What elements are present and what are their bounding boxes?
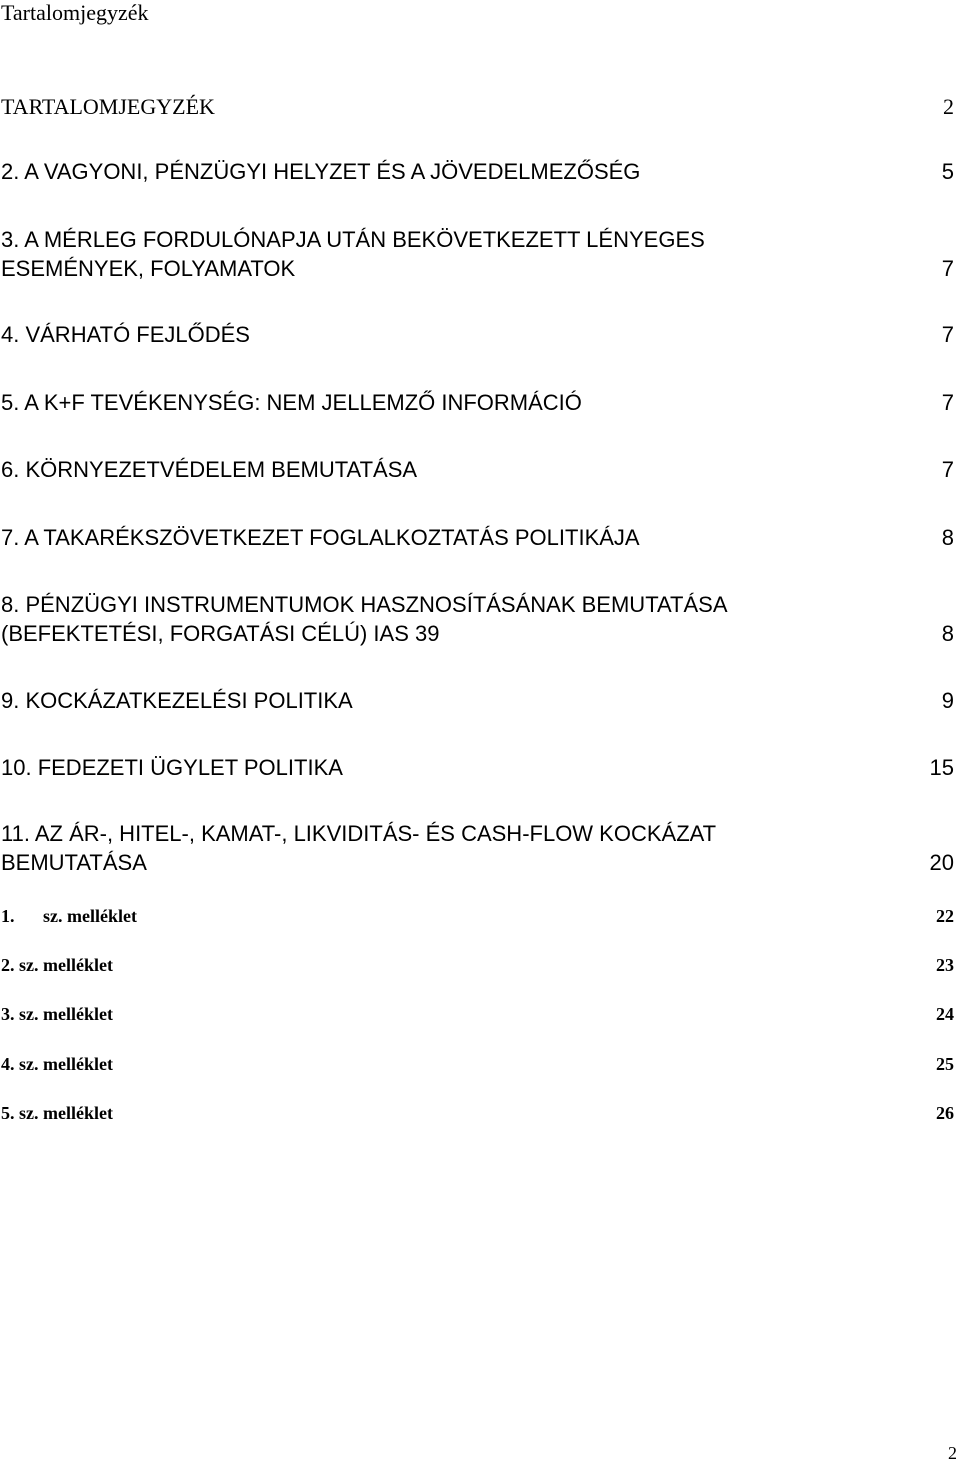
toc-annex-entry[interactable]	[1, 1101, 954, 1125]
toc-entry[interactable]	[1, 590, 954, 648]
toc-entry-page: 26	[936, 1103, 954, 1123]
toc-annex-entry[interactable]	[1, 1002, 954, 1026]
toc-entry[interactable]	[1, 320, 954, 349]
toc-entry-page: 15	[929, 755, 954, 780]
toc-entry-title: 5. A K+F TEVÉKENYSÉG: NEM JELLEMZŐ INFORMÁCIÓ	[1, 390, 582, 415]
toc-entry-title: 2. A VAGYONI, PÉNZÜGYI HELYZET ÉS A JÖVEDELMEZŐSÉG	[1, 159, 641, 184]
toc-entry-page: 8	[941, 525, 954, 550]
toc-annex-entry[interactable]	[1, 953, 954, 977]
toc-entry-page: 24	[936, 1004, 954, 1024]
toc-entry-page: 2	[943, 94, 954, 119]
toc-entry-page: 25	[936, 1054, 954, 1074]
toc-entry-page: 20	[929, 850, 954, 875]
toc-entry-page: 7	[941, 457, 954, 482]
document-header: Tartalomjegyzék	[1, 0, 149, 25]
page-number: 2	[948, 1443, 957, 1463]
toc-entry-page: 7	[941, 256, 954, 281]
toc-entry[interactable]	[1, 388, 954, 417]
toc-entry-title: 10. FEDEZETI ÜGYLET POLITIKA	[1, 755, 343, 780]
toc-entry-title: 3. sz. melléklet	[1, 1004, 113, 1024]
toc-entry-page: 7	[941, 322, 954, 347]
toc-entry-title: 4. VÁRHATÓ FEJLŐDÉS	[1, 322, 250, 347]
toc-entry-title: TARTALOMJEGYZÉK	[1, 94, 215, 119]
toc-entry-title: 8. PÉNZÜGYI INSTRUMENTUMOK HASZNOSÍTÁSÁNAK BEMUTATÁSA (BEFEKTETÉSI, FORGATÁSI CÉLÚ) IAS 39	[1, 592, 728, 646]
toc-entry[interactable]	[1, 225, 954, 283]
toc-entry-page: 22	[936, 906, 954, 926]
toc-entry-page: 5	[941, 159, 954, 184]
toc-entry[interactable]	[1, 455, 954, 484]
toc-entry-title: 11. AZ ÁR-, HITEL-, KAMAT-, LIKVIDITÁS- ÉS CASH-FLOW KOCKÁZAT BEMUTATÁSA	[1, 821, 717, 875]
toc-entry-title: 4. sz. melléklet	[1, 1054, 113, 1074]
toc-annex-entry[interactable]	[1, 904, 954, 928]
toc-annex-entry[interactable]	[1, 1052, 954, 1076]
toc-entry-title: 3. A MÉRLEG FORDULÓNAPJA UTÁN BEKÖVETKEZETT LÉNYEGES ESEMÉNYEK, FOLYAMATOK	[1, 227, 705, 281]
toc-entry-main[interactable]	[1, 92, 954, 121]
toc-entry[interactable]	[1, 523, 954, 552]
toc-entry[interactable]	[1, 753, 954, 782]
toc-entry-title: 5. sz. melléklet	[1, 1103, 113, 1123]
toc-entry-title: 2. sz. melléklet	[1, 955, 113, 975]
toc-entry-title: 1. sz. melléklet	[1, 906, 137, 926]
toc-entry[interactable]	[1, 819, 954, 877]
toc-entry-title: 9. KOCKÁZATKEZELÉSI POLITIKA	[1, 688, 353, 713]
toc-entry[interactable]	[1, 157, 954, 186]
toc-entry-page: 7	[941, 390, 954, 415]
toc-entry-page: 9	[941, 688, 954, 713]
toc-entry[interactable]	[1, 686, 954, 715]
toc-entry-title: 7. A TAKARÉKSZÖVETKEZET FOGLALKOZTATÁS POLITIKÁJA	[1, 525, 640, 550]
toc-entry-page: 23	[936, 955, 954, 975]
toc-entry-page: 8	[941, 621, 954, 646]
toc-entry-title: 6. KÖRNYEZETVÉDELEM BEMUTATÁSA	[1, 457, 418, 482]
